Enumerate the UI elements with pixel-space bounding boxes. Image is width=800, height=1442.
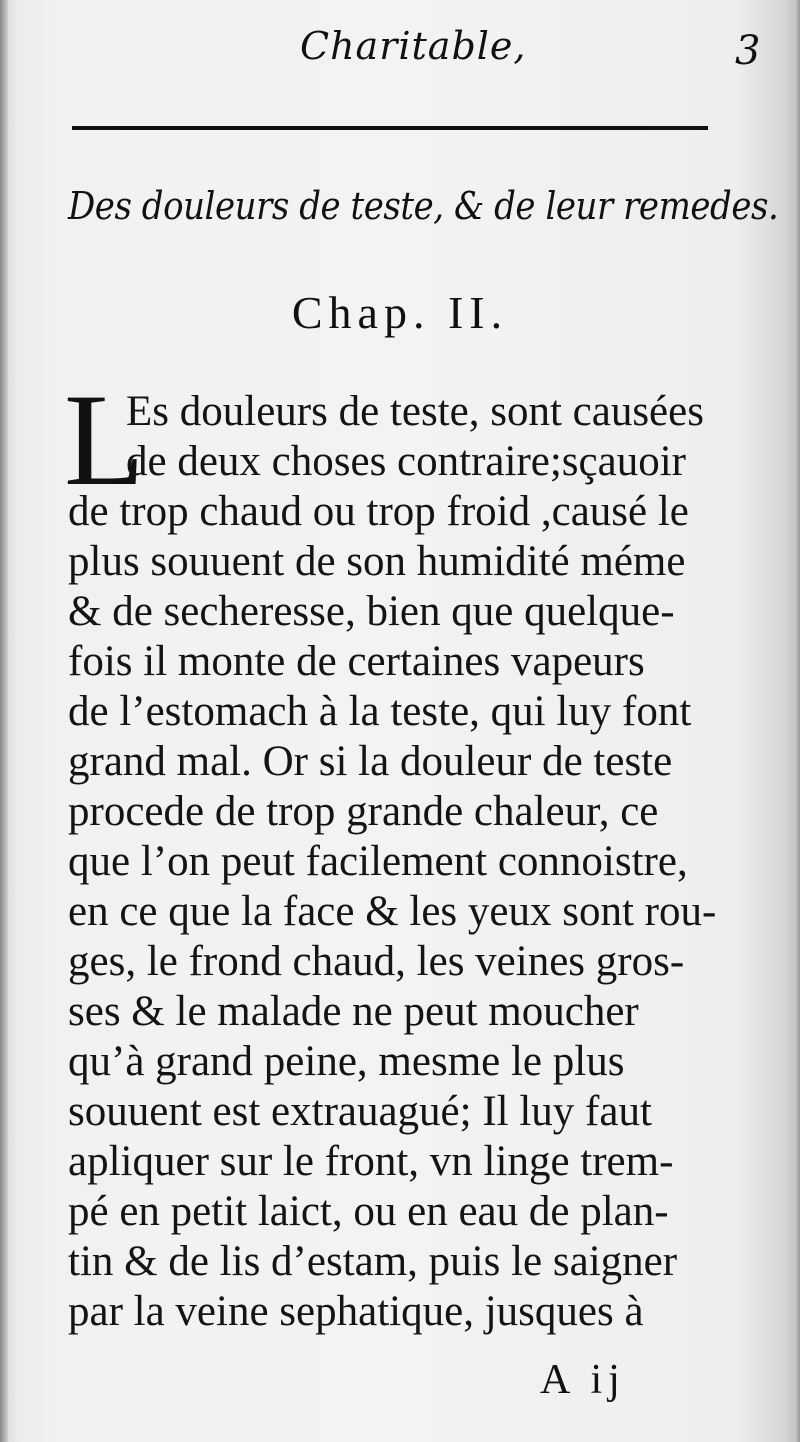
text-line: que l’on peut facilement connoistre,: [68, 838, 688, 885]
text-line: ses & le malade ne peut moucher: [68, 988, 639, 1035]
page-right-edge: [794, 0, 800, 1442]
text-line: qu’à grand peine, mesme le plus: [68, 1038, 625, 1085]
text-line: pé en petit laict, ou en eau de plan-: [68, 1188, 669, 1235]
text-line: fois il monte de certaines vapeurs: [68, 638, 645, 685]
text-line: tin & de lis d’estam, puis le saigner: [68, 1238, 678, 1285]
text-line: apliquer sur le front, vn linge trem-: [68, 1138, 674, 1185]
text-line: plus souuent de son humidité méme: [68, 538, 686, 585]
text-line: de l’estomach à la teste, qui luy font: [68, 688, 692, 735]
page-number: 3: [735, 28, 761, 74]
text-line: procede de trop grande chaleur, ce: [68, 788, 659, 835]
drop-cap: L: [64, 366, 145, 513]
text-line: par la veine sephatique, jusques à: [68, 1288, 644, 1335]
section-heading: Des douleurs de teste, & de leur remedes.: [68, 184, 779, 228]
page-left-edge: [0, 0, 8, 1442]
text-line: & de secheresse, bien que quelque-: [68, 588, 675, 635]
text-line: de trop chaud ou trop froid ,causé le: [68, 488, 689, 535]
text-line: de deux choses contraire;sçauoir: [126, 438, 686, 485]
signature-mark: A ij: [540, 1357, 626, 1403]
text-line: en ce que la face & les yeux sont rou-: [68, 888, 717, 935]
chapter-title: Chap. II.: [291, 287, 509, 338]
text-line: grand mal. Or si la douleur de teste: [68, 738, 673, 785]
text-line: Es douleurs de teste, sont causées: [126, 388, 704, 435]
running-title: Charitable,: [300, 24, 527, 68]
header-rule: [72, 126, 708, 130]
text-line: ges, le frond chaud, les veines gros-: [68, 938, 685, 985]
text-line: souuent est extrauagué; Il luy faut: [68, 1088, 652, 1135]
